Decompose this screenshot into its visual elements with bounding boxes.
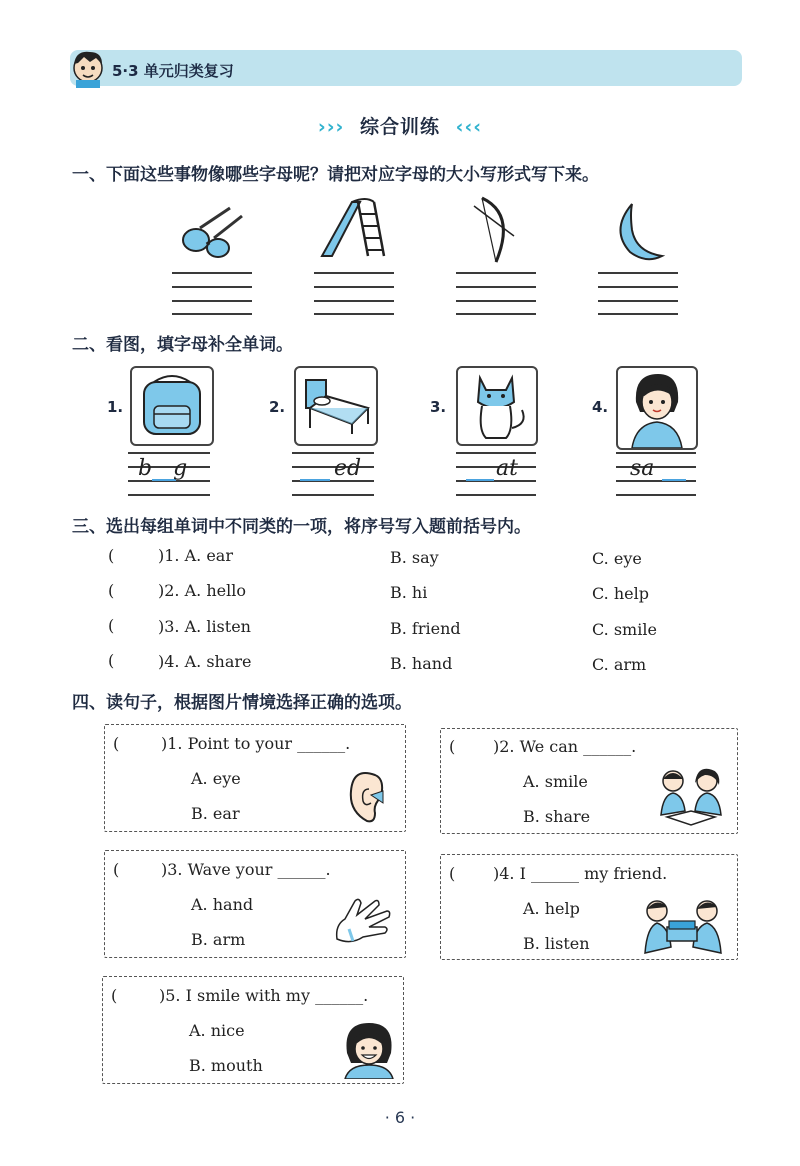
q2-item-2-number: 2.: [269, 398, 286, 416]
header-title: 5·3 单元归类复习: [112, 62, 234, 80]
q4-item-5-box: [102, 976, 404, 1084]
q4-item-1-option-a: A. eye: [191, 769, 241, 788]
q4-item-4-box: [440, 854, 738, 960]
q3-row-1-paren[interactable]: (: [108, 546, 115, 565]
q4-item-2-paren[interactable]: (: [449, 737, 456, 756]
q3-row-4-option-b: B. hand: [390, 654, 453, 673]
q4-item-3-box: [104, 850, 406, 958]
boys-helping-icon: [641, 897, 723, 955]
q2-item-2-answer: ed: [334, 456, 362, 481]
q2-item-4-picture-frame: [616, 366, 698, 450]
bow-icon: [470, 194, 520, 266]
q2-item-1-picture-frame: [130, 366, 214, 446]
section-title: [0, 112, 800, 139]
q3-row-3-option-b: B. friend: [390, 619, 461, 638]
q4-item-2-option-a: A. smile: [523, 772, 588, 791]
q4-item-3-option-b: B. arm: [191, 930, 246, 949]
q4-item-1-stem: )1. Point to your ______.: [161, 734, 351, 753]
ear-icon: [345, 767, 385, 825]
section-title-text: 综合训练: [359, 116, 440, 138]
q2-item-4-answer: sa: [630, 456, 655, 481]
q4-title: 四、读句子，根据图片情境选择正确的选项。: [72, 693, 412, 713]
q3-title: 三、选出每组单词中不同类的一项，将序号写入题前括号内。: [72, 517, 531, 537]
q2-item-1-number: 1.: [107, 398, 124, 416]
slide-icon: [318, 196, 394, 260]
q2-item-1-answer: b g: [138, 456, 188, 481]
q4-item-1-paren[interactable]: (: [113, 734, 120, 753]
moon-icon: [610, 200, 666, 264]
page-number: · 6 ·: [384, 1108, 416, 1127]
mascot-icon: [66, 44, 110, 88]
q3-row-2-option-b: B. hi: [390, 583, 428, 602]
q3-row-1-option-c: C. eye: [592, 549, 642, 568]
q1-title: 一、下面这些事物像哪些字母呢？请把对应字母的大小写形式写下来。: [72, 165, 599, 185]
q3-row-3-paren[interactable]: (: [108, 616, 115, 635]
q4-item-1-box: [104, 724, 406, 832]
q3-row-2-option-a: )2. A. hello: [158, 581, 246, 600]
kids-sharing-icon: [653, 767, 729, 829]
q3-row-3-option-a: )3. A. listen: [158, 617, 251, 636]
q3-row-4-option-a: )4. A. share: [158, 652, 252, 671]
q2-item-3-picture-frame: [456, 366, 538, 446]
q4-item-4-paren[interactable]: (: [449, 864, 456, 883]
bag-icon: [132, 368, 212, 444]
q4-item-5-stem: )5. I smile with my ______.: [159, 986, 369, 1005]
q3-row-4-paren[interactable]: (: [108, 651, 115, 670]
q4-item-3-stem: )3. Wave your ______.: [161, 860, 331, 879]
q4-item-2-option-b: B. share: [523, 807, 591, 826]
q4-item-4-stem: )4. I ______ my friend.: [493, 864, 668, 883]
q4-item-3-paren[interactable]: (: [113, 860, 120, 879]
q2-item-3-answer: at: [496, 456, 518, 481]
q4-item-4-option-b: B. listen: [523, 934, 590, 953]
q4-item-5-paren[interactable]: (: [111, 986, 118, 1005]
q3-row-4-option-c: C. arm: [592, 655, 647, 674]
q3-row-1-option-b: B. say: [390, 548, 439, 567]
q3-row-1-option-a: )1. A. ear: [158, 546, 233, 565]
q2-item-2-picture-frame: [294, 366, 378, 446]
left-chevrons: ›››: [317, 116, 345, 138]
girl-icon: [618, 368, 696, 448]
waving-hand-icon: [331, 895, 393, 947]
q4-item-3-option-a: A. hand: [191, 895, 254, 914]
q4-item-1-option-b: B. ear: [191, 804, 240, 823]
right-chevrons: ‹‹‹: [455, 116, 483, 138]
q2-item-3-number: 3.: [430, 398, 447, 416]
smiling-girl-icon: [339, 1019, 399, 1079]
sunglasses-icon: [180, 200, 250, 262]
q2-item-4-number: 4.: [592, 398, 609, 416]
q3-row-3-option-c: C. smile: [592, 620, 657, 639]
q2-title: 二、看图，填字母补全单词。: [72, 335, 293, 355]
q4-item-4-option-a: A. help: [523, 899, 580, 918]
q4-item-2-box: [440, 728, 738, 834]
cat-icon: [458, 368, 536, 444]
q3-row-2-option-c: C. help: [592, 584, 649, 603]
q3-row-2-paren[interactable]: (: [108, 581, 115, 600]
q4-item-5-option-b: B. mouth: [189, 1056, 263, 1075]
bed-icon: [296, 368, 376, 444]
q4-item-2-stem: )2. We can ______.: [493, 737, 637, 756]
q4-item-5-option-a: A. nice: [189, 1021, 245, 1040]
